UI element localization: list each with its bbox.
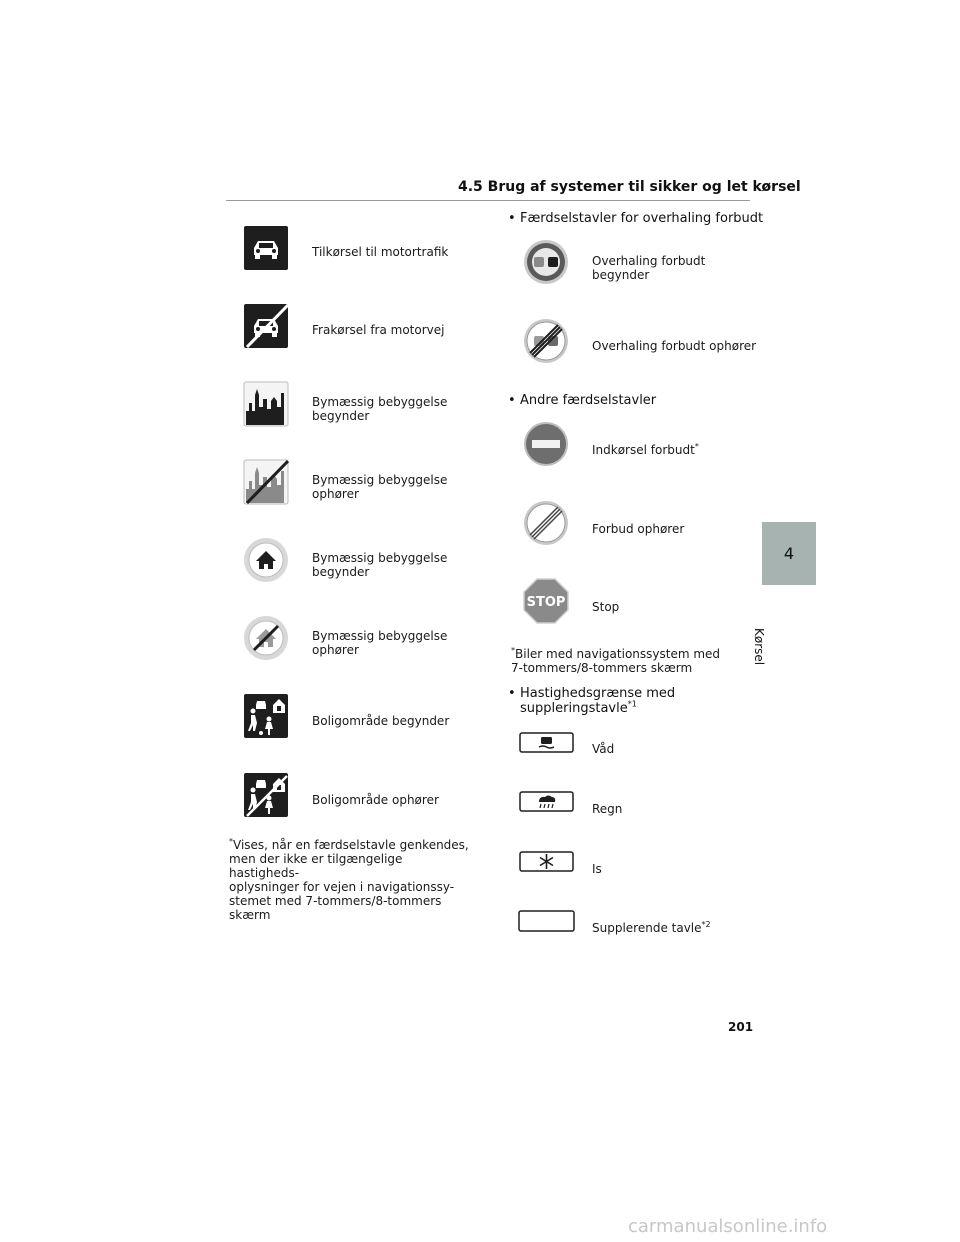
motorway-start-icon: [243, 225, 289, 271]
chapter-name-vertical: [752, 590, 788, 666]
chapter-number: 4: [783, 544, 795, 563]
motorway-end-label: Frakørsel fra motorvej: [312, 323, 445, 337]
built-up-end-label: Bymæssig bebyggelse ophører: [312, 629, 448, 657]
rain-label: Regn: [592, 802, 623, 816]
page-number: 201: [728, 1020, 754, 1034]
stop-sign-text: STOP: [526, 595, 566, 610]
end-of-restrictions-label: Forbud ophører: [592, 522, 685, 536]
built-up-start-icon: [243, 537, 289, 583]
town-start-icon: [243, 381, 289, 427]
chapter-name: Kørsel: [752, 628, 766, 666]
header-divider: [226, 200, 750, 201]
residential-start-icon: [243, 693, 289, 739]
residential-start-label: Boligområde begynder: [312, 714, 450, 728]
residential-end-icon: [243, 772, 289, 818]
no-entry-label: Indkørsel forbudt*: [592, 442, 699, 457]
watermark: carmanualsonline.info: [628, 1216, 828, 1237]
bullet-other-signs: • Andre færdselstavler: [508, 393, 657, 408]
stop-sign-icon: [523, 578, 569, 624]
wet-label: Våd: [592, 742, 615, 756]
no-overtaking-end-label: Overhaling forbudt ophører: [592, 339, 757, 353]
right-footnote: *Biler med navigationssystem med 7-tommers/8-tommers skærm: [511, 646, 721, 675]
page-header-title: 4.5 Brug af systemer til sikker og let kørsel: [458, 179, 801, 195]
built-up-start-label: Bymæssig bebyggelse begynder: [312, 551, 448, 579]
no-overtaking-icon: [523, 239, 569, 285]
no-entry-icon: [523, 421, 569, 467]
motorway-end-icon: [243, 303, 289, 349]
left-footnote: *Vises, når en færdselstavle genkendes, men der ikke er tilgængelige hastigheds- oplysninger for vejen i navigationssy- stemet med 7-tommers/8-tommers skærm: [229, 837, 469, 922]
end-of-restrictions-icon: [523, 500, 569, 546]
residential-end-label: Boligområde ophører: [312, 793, 439, 807]
wet-road-plate-icon: [519, 732, 574, 753]
no-overtaking-end-icon: [523, 318, 569, 364]
stop-label: Stop: [592, 600, 620, 614]
town-start-label: Bymæssig bebyggelse begynder: [312, 395, 448, 423]
town-end-icon: [243, 459, 289, 505]
no-overtaking-label: Overhaling forbudt begynder: [592, 254, 706, 282]
supplementary-plate-label: Supplerende tavle$^{*2}$: [592, 920, 711, 935]
blank-plate-icon: [518, 910, 575, 932]
town-end-label: Bymæssig bebyggelse ophører: [312, 473, 448, 501]
ice-plate-icon: [519, 851, 574, 872]
motorway-start-label: Tilkørsel til motortrafik: [312, 245, 449, 259]
bullet-no-overtaking: • Færdselstavler for overhaling forbudt: [508, 211, 764, 226]
built-up-end-icon: [243, 615, 289, 661]
rain-plate-icon: [519, 791, 574, 812]
ice-label: Is: [592, 862, 602, 876]
bullet-speed-limit: • Hastighedsgrænse med suppleringstavle$^{*1}$: [508, 686, 676, 716]
